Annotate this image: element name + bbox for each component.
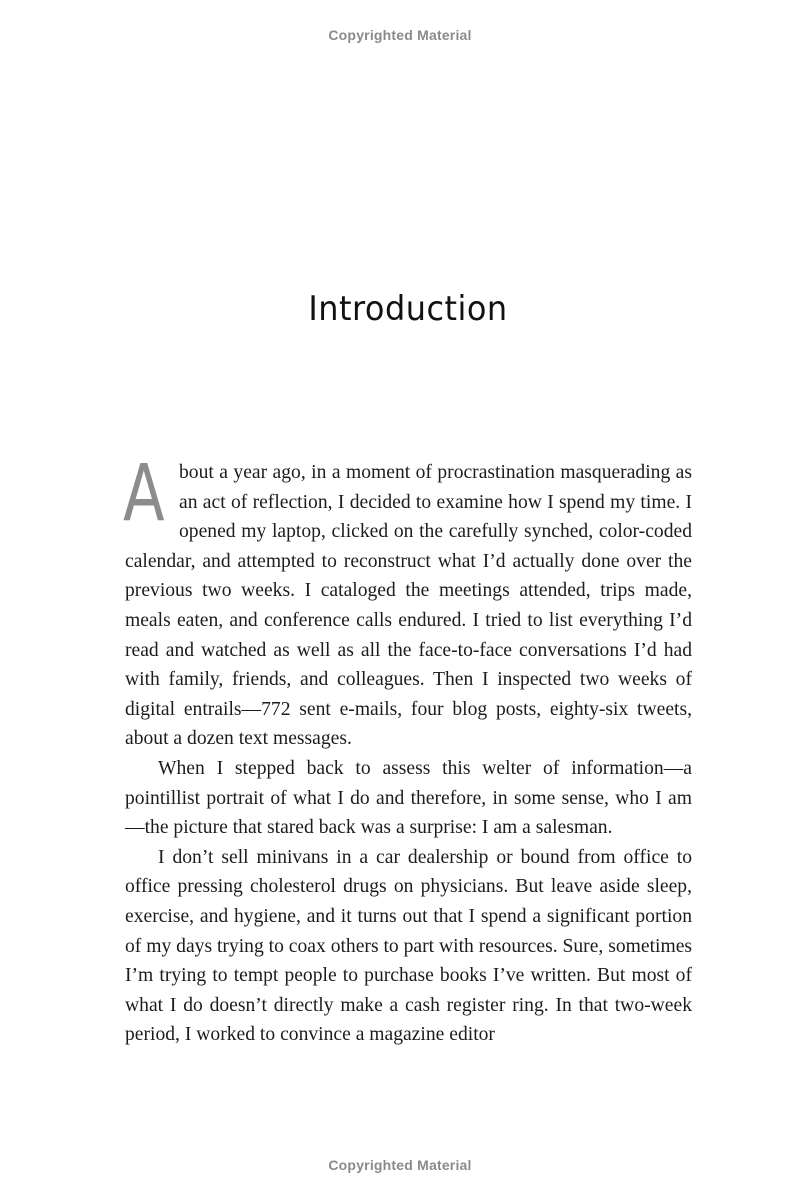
chapter-title: Introduction	[308, 288, 508, 329]
drop-cap: A	[123, 449, 165, 539]
paragraph-2: When I stepped back to assess this welter of information—a pointillist portrait of what I do and therefore, in some sense, who I am—the picture that stared back was a surprise: I am a salesman.	[125, 757, 692, 839]
paragraph-3: I don’t sell minivans in a car dealership or bound from office to office pressing cholesterol drugs on physicians. But leave aside sleep, exercise, and hygiene, and it turns out that I spend a significant portion of my days trying to coax others to part with resources. Sure, sometimes I’m trying to tempt people to purchase books I’ve written. But most of what I do doesn’t directly make a cash register ring. In that two-week period, I worked to convince a magazine editor	[125, 846, 693, 1046]
paragraph-1-text: bout a year ago, in a moment of procrastination masquerading as an act of reflection, I decided to examine how I spend my time. I opened my laptop, clicked on the carefully synched, color-coded calendar, and attempted to reconstruct what I’d actually done over the previous two weeks. I cataloged the meetings attended, trips made, meals eaten, and conference calls endured. I tried to list everything I’d read and watched as well as all the face-to-face conversations I’d had with family, friends, and colleagues. Then I inspected two weeks of digital entrails—772 sent e-mails, four blog posts, eighty-six tweets, about a dozen text messages.	[125, 462, 692, 750]
body-text	[123, 449, 693, 1050]
copyright-watermark-bottom: Copyrighted Material	[328, 1157, 472, 1173]
paragraph-1	[123, 449, 692, 754]
copyright-watermark-top: Copyrighted Material	[328, 27, 472, 43]
